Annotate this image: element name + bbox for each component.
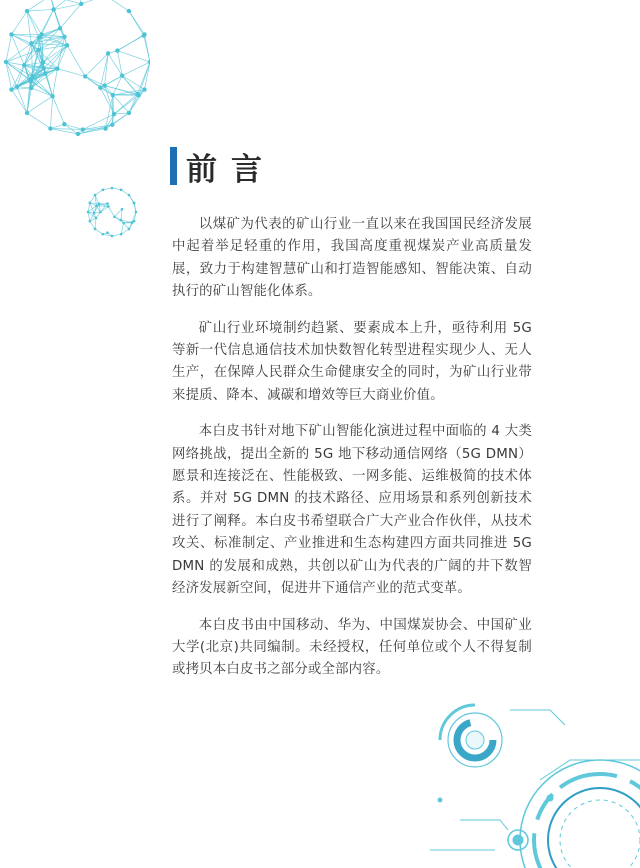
tech-rings-icon — [400, 690, 640, 868]
preface-content — [172, 214, 532, 696]
network-sphere-small-icon — [86, 186, 138, 238]
paragraph-1: 以煤矿为代表的矿山行业一直以来在我国国民经济发展中起着举足轻重的作用，我国高度重视煤炭产业高质量发展，致力于构建智慧矿山和打造智能感知、智能决策、自动执行的矿山智能化体系。 — [172, 217, 532, 300]
paragraph-2: 矿山行业环境制约趋紧、要素成本上升，亟待利用 5G 等新一代信息通信技术加快数智化转型进程实现少人、无人生产，在保障人民群众生命健康安全的同时，为矿山行业带来提质、降本、减碳和增效等巨大商业价值。 — [172, 320, 532, 403]
heading — [170, 146, 276, 186]
paragraph-3: 本白皮书针对地下矿山智能化演进过程中面临的 4 大类网络挑战，提出全新的 5G 地下移动通信网络（5G DMN）愿景和连接泛在、性能极致、一网多能、运维极简的技术体系。并对 5G DMN 的技术路径、应用场景和系列创新技术进行了阐释。本白皮书希望联合广大产业合作伙伴，从技术攻关、标准制定、产业推进和生态构建四方面共同推进 5G DMN 的发展和成熟，共创以矿山为代表的广阔的井下数智经济发展新空间，促进井下通信产业的范式变革。 — [172, 424, 532, 597]
paragraph-4: 本白皮书由中国移动、华为、中国煤炭协会、中国矿业大学(北京)共同编制。未经授权，任何单位或个人不得复制或拷贝本白皮书之部分或全部内容。 — [172, 617, 532, 678]
heading-accent-bar — [170, 147, 177, 185]
network-sphere-large-icon — [0, 0, 150, 150]
page-title: 前言 — [186, 151, 276, 188]
